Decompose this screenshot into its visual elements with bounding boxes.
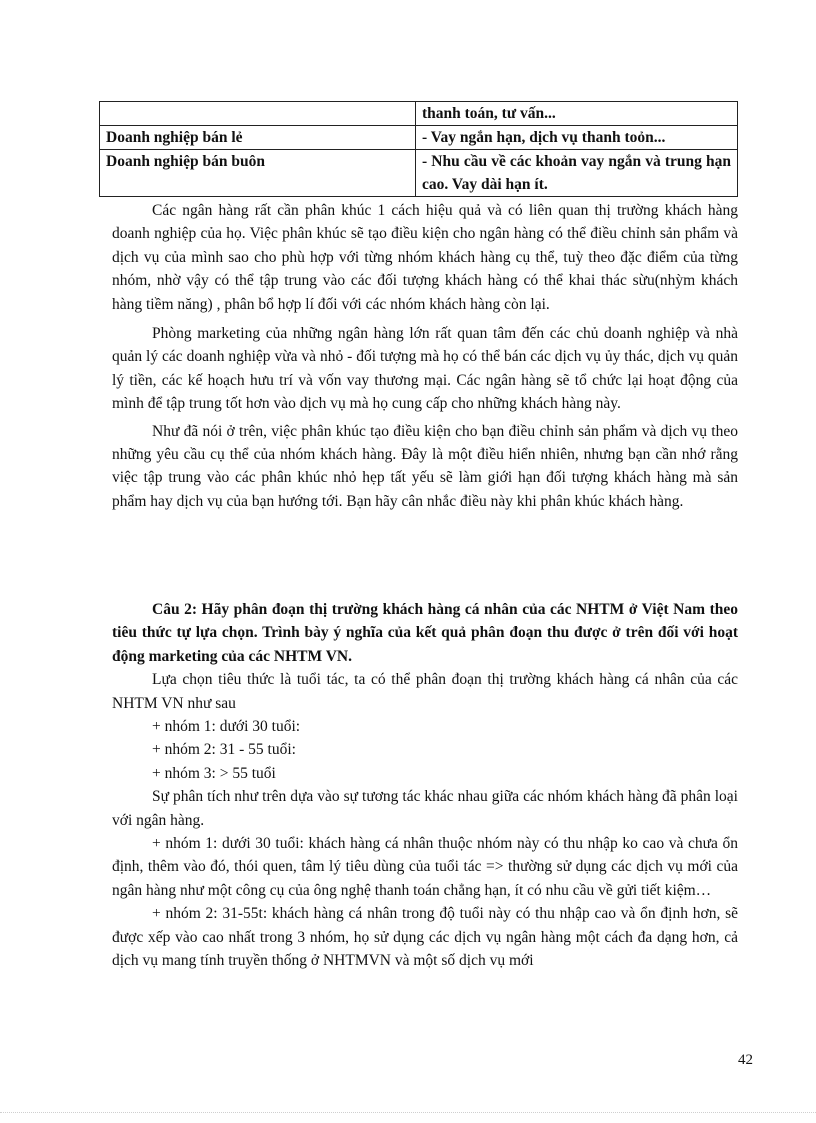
table-row — [100, 126, 738, 150]
table-row — [100, 102, 738, 126]
paragraph: Các ngân hàng rất cần phân khúc 1 cách hiệu quả và có liên quan thị trường khách hàng doanh nghiệp của họ. Việc phân khúc sẽ tạo điều kiện cho ngân hàng có thể điều chỉnh sản phẩm và dịch vụ của mình sao cho phù hợp với từng nhóm khách hàng cụ thể, tuỳ theo đặc điểm của từng nhóm, nhờ vậy có thể tập trung vào các đối tượng khách hàng có thể khai thác sừu(nhỳm khách hàng tiềm năng) , phân bổ hợp lí đối với các nhóm khách hàng còn lại. — [112, 202, 738, 313]
list-item: + nhóm 3: > 55 tuổi — [152, 764, 276, 782]
paragraph: + nhóm 2: 31-55t: khách hàng cá nhân trong độ tuổi này có thu nhập cao và ổn định hơn, sẽ được xếp vào cao nhất trong 3 nhóm, họ sử dụng các dịch vụ ngân hàng một cách đa dạng hơn, cả dịch vụ mang tính truyền thống ở NHTMVN và một số dịch vụ mới — [112, 905, 738, 970]
paragraph: Như đã nói ở trên, việc phân khúc tạo điều kiện cho bạn điều chỉnh sản phẩm và dịch vụ theo những yêu cầu cụ thể của nhóm khách hàng. Đây là một điều hiển nhiên, nhưng bạn cần nhớ rằng việc tập trung vào các phân khúc nhỏ hẹp tất yếu sẽ làm giới hạn đối tượng khách hàng mà sản phẩm hay dịch vụ của bạn hướng tới. Bạn hãy cân nhắc điều này khi phân khúc khách hàng. — [112, 422, 738, 510]
table-cell: - Nhu cầu về các khoản vay ngắn và trung hạn cao. Vay dài hạn ít. — [416, 150, 738, 197]
paragraph: Sự phân tích như trên dựa vào sự tương tác khác nhau giữa các nhóm khách hàng đã phân loại với ngân hàng. — [112, 788, 738, 829]
table-row — [100, 150, 738, 197]
paragraph: + nhóm 1: dưới 30 tuổi: khách hàng cá nhân thuộc nhóm này có thu nhập ko cao và chưa ổn định, thêm vào đó, thói quen, tâm lý tiêu dùng của tuổi tác => thường sử dụng các dịch vụ mới của ngân hàng như một công cụ của ông nghệ thanh toán chẳng hạn, ít có nhu cầu về gửi tiết kiệm… — [112, 835, 738, 899]
table-cell: thanh toán, tư vấn... — [416, 102, 738, 126]
list-item: + nhóm 1: dưới 30 tuổi: — [152, 718, 301, 736]
table-cell: Doanh nghiệp bán buôn — [100, 150, 416, 197]
table-cell: - Vay ngắn hạn, dịch vụ thanh toỏn... — [416, 126, 738, 150]
paragraph: Phòng marketing của những ngân hàng lớn rất quan tâm đến các chủ doanh nghiệp và nhà quản lý các doanh nghiệp vừa và nhỏ - đối tượng mà họ có thể bán các dịch vụ ủy thác, dịch vụ quản lý tiền, các kế hoạch hưu trí và vốn vay thương mại. Các ngân hàng sẽ tổ chức lại hoạt động của mình để tập trung tốt hơn vào dịch vụ mà họ cung cấp cho những khách hàng này. — [112, 325, 738, 413]
table-cell — [100, 102, 416, 126]
body-text-block-2 — [112, 598, 738, 973]
footer-divider — [0, 1112, 816, 1114]
segment-list — [112, 715, 738, 785]
table-cell: Doanh nghiệp bán lẻ — [100, 126, 416, 150]
question-heading: Câu 2: Hãy phân đoạn thị trường khách hàng cá nhân của các NHTM ở Việt Nam theo tiêu thức tự lựa chọn. Trình bày ý nghĩa của kết quả phân đoạn thu được ở trên đối với hoạt động marketing của các NHTM VN. — [112, 601, 738, 665]
list-item: + nhóm 2: 31 - 55 tuổi: — [152, 741, 296, 759]
body-text-block-1 — [112, 199, 738, 513]
customer-segment-table — [99, 101, 738, 197]
page-number: 42 — [738, 1052, 753, 1068]
paragraph: Lựa chọn tiêu thức là tuổi tác, ta có thể phân đoạn thị trường khách hàng cá nhân của các NHTM VN như sau — [112, 671, 738, 712]
